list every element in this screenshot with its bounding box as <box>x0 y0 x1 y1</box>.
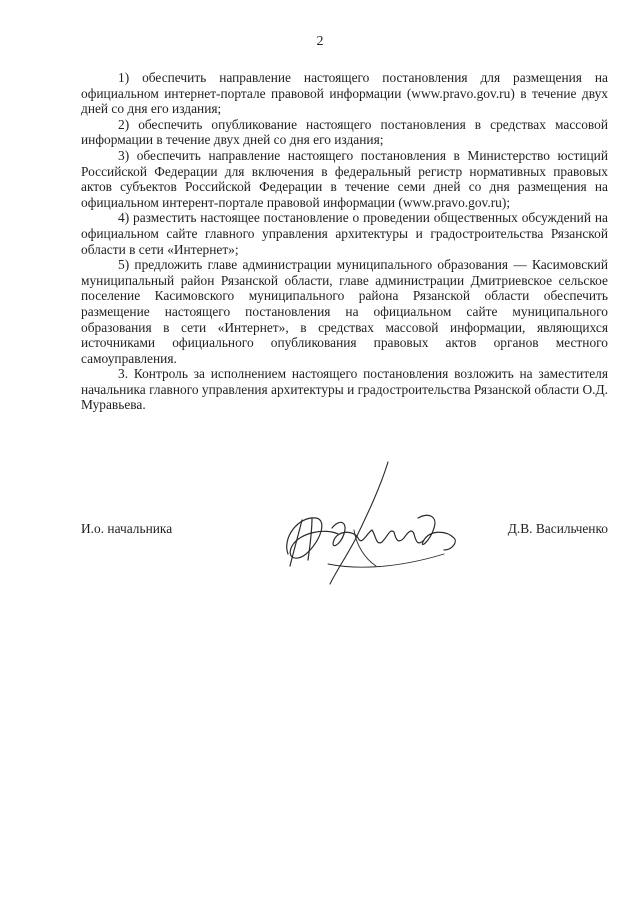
document-body <box>81 70 608 413</box>
paragraph-item-5: 5) предложить главе администрации муниципального образования — Касимовский муниципальный район Рязанской области, главе администрации Дмитриевское сельское поселение Касимовского муниципального района Рязанской области обеспечить размещение настоящего постановления на официальном сайте муниципального образования в сети «Интернет», в средствах массовой информации, являющихся источниками официального опубликования правовых актов органов местного самоуправления. <box>81 257 608 366</box>
paragraph-item-4: 4) разместить настоящее постановление о проведении общественных обсуждений на официальном сайте главного управления архитектуры и градостроительства Рязанской области в сети «Интернет»; <box>81 210 608 257</box>
paragraph-item-3: 3) обеспечить направление настоящего постановления в Министерство юстиций Российской Федерации для включения в федеральный регистр нормативных правовых актов субъектов Российской Федерации в течение семи дней со дня размещения на официальном интерент-портале правовой информации (www.pravo.gov.ru); <box>81 147 608 210</box>
page-number: 2 <box>316 34 324 49</box>
paragraph-control: 3. Контроль за исполнением настоящего постановления возложить на заместителя начальника главного управления архитектуры и градостроительства Рязанской области О.Д. Муравьева. <box>81 366 608 413</box>
handwritten-signature <box>268 458 468 593</box>
signatory-title: И.о. начальника <box>81 521 173 536</box>
signatory-name: Д.В. Васильченко <box>507 521 608 536</box>
paragraph-item-1: 1) обеспечить направление настоящего постановления для размещения на официальном интернет-портале правовой информации (www.pravo.gov.ru) в течение двух дней со дня его издания; <box>81 70 608 117</box>
paragraph-item-2: 2) обеспечить опубликование настоящего постановления в средствах массовой информации в течение двух дней со дня его издания; <box>81 116 608 148</box>
